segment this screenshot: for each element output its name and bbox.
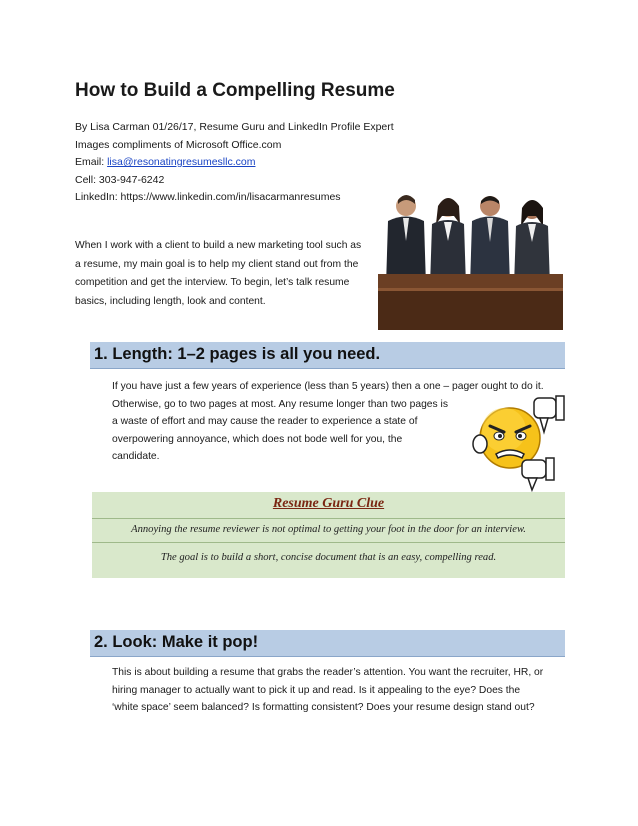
- author-info: [75, 119, 394, 207]
- resume-guru-clue-box: [92, 492, 565, 578]
- intro-paragraph: [75, 237, 375, 311]
- intro-line: When I work with a client to build a new marketing tool such as: [75, 240, 362, 251]
- email-link[interactable]: lisa@resonatingresumesllc.com: [107, 156, 256, 168]
- email-label: Email:: [75, 156, 108, 168]
- body-line: Otherwise, go to two pages at most. Any resume longer than two pages is: [112, 398, 448, 410]
- thumb-down-icon-bottom: [522, 458, 554, 490]
- angry-smiley-thumbs-down-icon: [460, 392, 572, 492]
- divider: [92, 542, 565, 543]
- body-line: candidate.: [112, 451, 160, 462]
- section-heading-text: 1. Length: 1–2 pages is all you need.: [94, 345, 381, 363]
- intro-line: a resume, my main goal is to help my client stand out from the: [75, 258, 359, 270]
- divider: [92, 518, 565, 519]
- intro-line: basics, including length, look and content.: [75, 295, 266, 307]
- section-heading-look: [90, 630, 565, 657]
- business-team-photo: [378, 146, 563, 330]
- page-title: How to Build a Compelling Resume: [75, 80, 395, 101]
- body-line: ‘white space’ seem balanced? Is formatting consistent? Does your resume design stand out?: [112, 702, 535, 713]
- section-heading-length: [90, 342, 565, 369]
- intro-line: competition and get the interview. To begin, let’s talk resume: [75, 277, 350, 288]
- section-look-body: [112, 664, 543, 717]
- clue-title: Resume Guru Clue: [272, 496, 385, 511]
- linkedin-url: LinkedIn: https://www.linkedin.com/in/lisacarmanresumes: [75, 191, 341, 203]
- body-line: If you have just a few years of experience (less than 5 years) then a one – pager ought to do it.: [112, 381, 544, 392]
- clue-line-1: Annoying the resume reviewer is not optimal to getting your foot in the door for an interview.: [131, 524, 526, 535]
- email-line: [75, 154, 394, 172]
- body-line: a waste of effort and may cause the reader to experience a state of: [112, 416, 418, 427]
- section-heading-text: 2. Look: Make it pop!: [94, 633, 259, 651]
- byline: By Lisa Carman 01/26/17, Resume Guru and LinkedIn Profile Expert: [75, 121, 394, 133]
- body-line: This is about building a resume that grabs the reader’s attention. You want the recruiter, HR, or: [112, 667, 544, 678]
- cell-phone: Cell: 303-947-6242: [75, 173, 165, 186]
- body-line: hiring manager to actually want to pick it up and read. Is it appealing to the eye? Does the: [112, 684, 521, 696]
- image-credit: Images compliments of Microsoft Office.com: [75, 138, 282, 151]
- clue-line-2: The goal is to build a short, concise document that is an easy, compelling read.: [160, 552, 497, 563]
- body-line: overpowering annoyance, which does not bode well for you, the: [112, 433, 403, 445]
